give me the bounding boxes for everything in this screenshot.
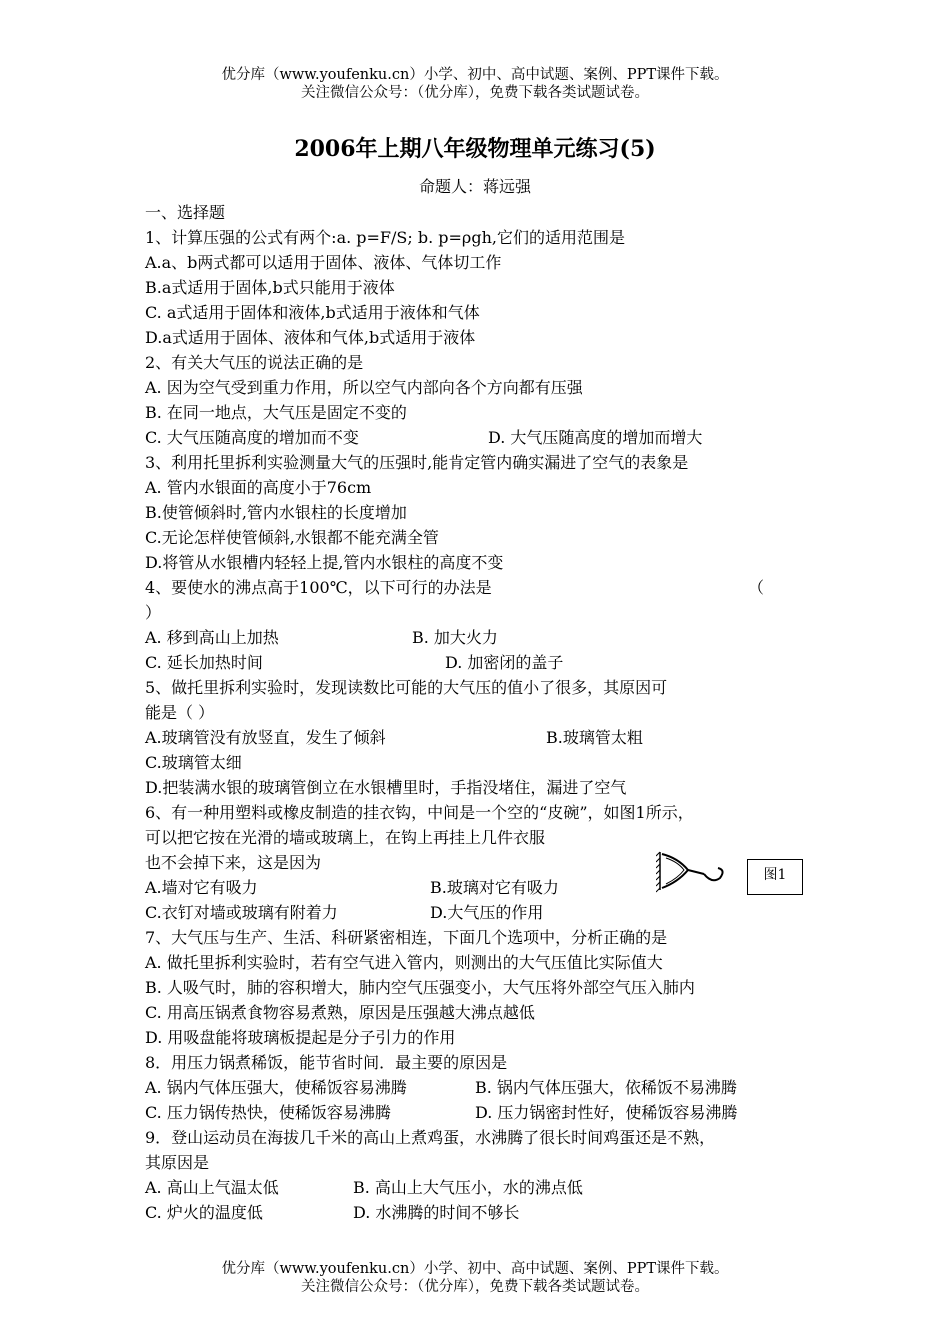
line-text: C. 用高压锅煮食物容易煮熟，原因是压强越大沸点越低 bbox=[145, 1003, 535, 1022]
line-text: D. 用吸盘能将玻璃板提起是分子引力的作用 bbox=[145, 1028, 456, 1047]
text-line bbox=[145, 300, 825, 325]
section-heading: 一、选择题 bbox=[145, 203, 226, 222]
text-line bbox=[145, 1075, 825, 1100]
line-text: D.把装满水银的玻璃管倒立在水银槽里时，手指没堵住，漏进了空气 bbox=[145, 778, 627, 797]
text-line bbox=[145, 1175, 825, 1200]
line-text: 其原因是 bbox=[145, 1153, 210, 1172]
author-line: 命题人：蒋远强 bbox=[418, 177, 531, 196]
text-line bbox=[145, 1000, 825, 1025]
text-line bbox=[145, 1100, 825, 1125]
text-line bbox=[145, 350, 825, 375]
page-header bbox=[0, 66, 950, 102]
text-line bbox=[145, 400, 825, 425]
line-text: 5、做托里拆利实验时，发现读数比可能的大气压的值小了很多，其原因可 bbox=[145, 678, 668, 697]
line-text-col2: B.玻璃对它有吸力 bbox=[430, 878, 559, 897]
text-line bbox=[145, 950, 825, 975]
text-line bbox=[145, 525, 825, 550]
text-line bbox=[145, 750, 825, 775]
footer-line-2: 关注微信公众号：（优分库），免费下载各类试题试卷。 bbox=[301, 1279, 649, 1295]
page-footer bbox=[0, 1260, 950, 1296]
page-title: 2006年上期八年级物理单元练习(5) bbox=[294, 136, 656, 162]
text-line bbox=[145, 625, 825, 650]
text-line bbox=[145, 725, 825, 750]
line-text: C.无论怎样使管倾斜,水银都不能充满全管 bbox=[145, 528, 439, 547]
line-text: B. 人吸气时，肺的容积增大，肺内空气压强变小，大气压将外部空气压入肺内 bbox=[145, 978, 695, 997]
text-line bbox=[145, 650, 825, 675]
text-line bbox=[145, 600, 825, 625]
text-line bbox=[145, 550, 825, 575]
text-line bbox=[145, 925, 825, 950]
line-text: D.a式适用于固体、液体和气体,b式适用于液体 bbox=[145, 328, 476, 347]
text-line bbox=[145, 775, 825, 800]
line-text: A.玻璃管没有放竖直，发生了倾斜 bbox=[145, 728, 386, 747]
suction-hook-icon bbox=[656, 848, 746, 894]
line-text: 6、有一种用塑料或橡皮制造的挂衣钩，中间是一个空的“皮碗”，如图1所示， bbox=[145, 803, 694, 822]
text-line bbox=[145, 675, 825, 700]
line-text-col2: D. 大气压随高度的增加而增大 bbox=[488, 428, 703, 447]
text-line bbox=[145, 1150, 825, 1175]
text-line bbox=[145, 275, 825, 300]
text-line bbox=[145, 1125, 825, 1150]
text-line bbox=[145, 375, 825, 400]
line-text: 2、有关大气压的说法正确的是 bbox=[145, 353, 364, 372]
line-text: A. 锅内气体压强大，使稀饭容易沸腾 bbox=[145, 1078, 407, 1097]
line-text: 3、利用托里拆利实验测量大气的压强时,能肯定管内确实漏进了空气的表象是 bbox=[145, 453, 689, 472]
line-text: 1、计算压强的公式有两个:a. p=F/S; b. p=ρgh,它们的适用范围是 bbox=[145, 228, 625, 247]
line-text: D.将管从水银槽内轻轻上提,管内水银柱的高度不变 bbox=[145, 553, 504, 572]
text-line bbox=[145, 825, 825, 850]
header-line-1: 优分库（www.youfenku.cn）小学、初中、高中试题、案例、PPT课件下载。 bbox=[221, 67, 729, 83]
text-line bbox=[145, 500, 825, 525]
text-line bbox=[145, 975, 825, 1000]
text-line bbox=[145, 225, 825, 250]
line-text: C.衣钉对墙或玻璃有附着力 bbox=[145, 903, 338, 922]
line-text: 7、大气压与生产、生活、科研紧密相连，下面几个选项中，分析正确的是 bbox=[145, 928, 668, 947]
line-text: B. 在同一地点，大气压是固定不变的 bbox=[145, 403, 407, 422]
line-text: A. 高山上气温太低 bbox=[145, 1178, 279, 1197]
line-text: 4、要使水的沸点高于100℃，以下可行的办法是 bbox=[145, 578, 492, 597]
line-text: A. 管内水银面的高度小于76cm bbox=[145, 478, 372, 497]
footer-line-1: 优分库（www.youfenku.cn）小学、初中、高中试题、案例、PPT课件下载。 bbox=[221, 1261, 729, 1277]
line-text: B.a式适用于固体,b式只能用于液体 bbox=[145, 278, 395, 297]
text-line bbox=[145, 575, 825, 600]
line-text-col2: （ bbox=[748, 578, 765, 597]
text-line bbox=[145, 800, 825, 825]
line-text: 9．登山运动员在海拔几千米的高山上煮鸡蛋，水沸腾了很长时间鸡蛋还是不熟， bbox=[145, 1128, 716, 1147]
line-text-col2: B. 高山上大气压小，水的沸点低 bbox=[353, 1178, 583, 1197]
line-text-col2: B. 锅内气体压强大，依稀饭不易沸腾 bbox=[475, 1078, 737, 1097]
line-text-col2: D. 加密闭的盖子 bbox=[445, 653, 564, 672]
line-text: C. 炉火的温度低 bbox=[145, 1203, 263, 1222]
line-text-col2: D.大气压的作用 bbox=[430, 903, 544, 922]
line-text-col2: D. 压力锅密封性好，使稀饭容易沸腾 bbox=[475, 1103, 738, 1122]
line-text: A. 因为空气受到重力作用，所以空气内部向各个方向都有压强 bbox=[145, 378, 583, 397]
line-text: C. a式适用于固体和液体,b式适用于液体和气体 bbox=[145, 303, 480, 322]
line-text: ） bbox=[145, 603, 162, 622]
line-text: 也不会掉下来，这是因为 bbox=[145, 853, 322, 872]
line-text: 能是（ ） bbox=[145, 703, 215, 722]
exam-body bbox=[145, 200, 825, 1225]
text-line bbox=[145, 250, 825, 275]
text-line bbox=[145, 1025, 825, 1050]
line-text: C. 延长加热时间 bbox=[145, 653, 263, 672]
line-text-col2: D. 水沸腾的时间不够长 bbox=[353, 1203, 520, 1222]
text-line bbox=[145, 1050, 825, 1075]
line-text: A.墙对它有吸力 bbox=[145, 878, 258, 897]
line-text-col2: B. 加大火力 bbox=[412, 628, 498, 647]
text-line bbox=[145, 450, 825, 475]
line-text: 8．用压力锅煮稀饭，能节省时间．最主要的原因是 bbox=[145, 1053, 508, 1072]
text-line bbox=[145, 325, 825, 350]
line-text: A.a、b两式都可以适用于固体、液体、气体切工作 bbox=[145, 253, 502, 272]
question-lines bbox=[145, 225, 825, 1225]
line-text-col2: B.玻璃管太粗 bbox=[546, 728, 643, 747]
line-text: C. 压力锅传热快，使稀饭容易沸腾 bbox=[145, 1103, 391, 1122]
text-line bbox=[145, 900, 825, 925]
line-text: C.玻璃管太细 bbox=[145, 753, 242, 772]
line-text: B.使管倾斜时,管内水银柱的长度增加 bbox=[145, 503, 407, 522]
figure-label: 图1 bbox=[747, 859, 803, 895]
line-text: A. 做托里拆利实验时，若有空气进入管内，则测出的大气压值比实际值大 bbox=[145, 953, 663, 972]
line-text: A. 移到高山上加热 bbox=[145, 628, 279, 647]
line-text: 可以把它按在光滑的墙或玻璃上，在钩上再挂上几件衣服 bbox=[145, 828, 546, 847]
text-line bbox=[145, 1200, 825, 1225]
text-line bbox=[145, 425, 825, 450]
text-line bbox=[145, 700, 825, 725]
text-line bbox=[145, 475, 825, 500]
line-text: C. 大气压随高度的增加而不变 bbox=[145, 428, 359, 447]
header-line-2: 关注微信公众号：（优分库），免费下载各类试题试卷。 bbox=[301, 85, 649, 101]
